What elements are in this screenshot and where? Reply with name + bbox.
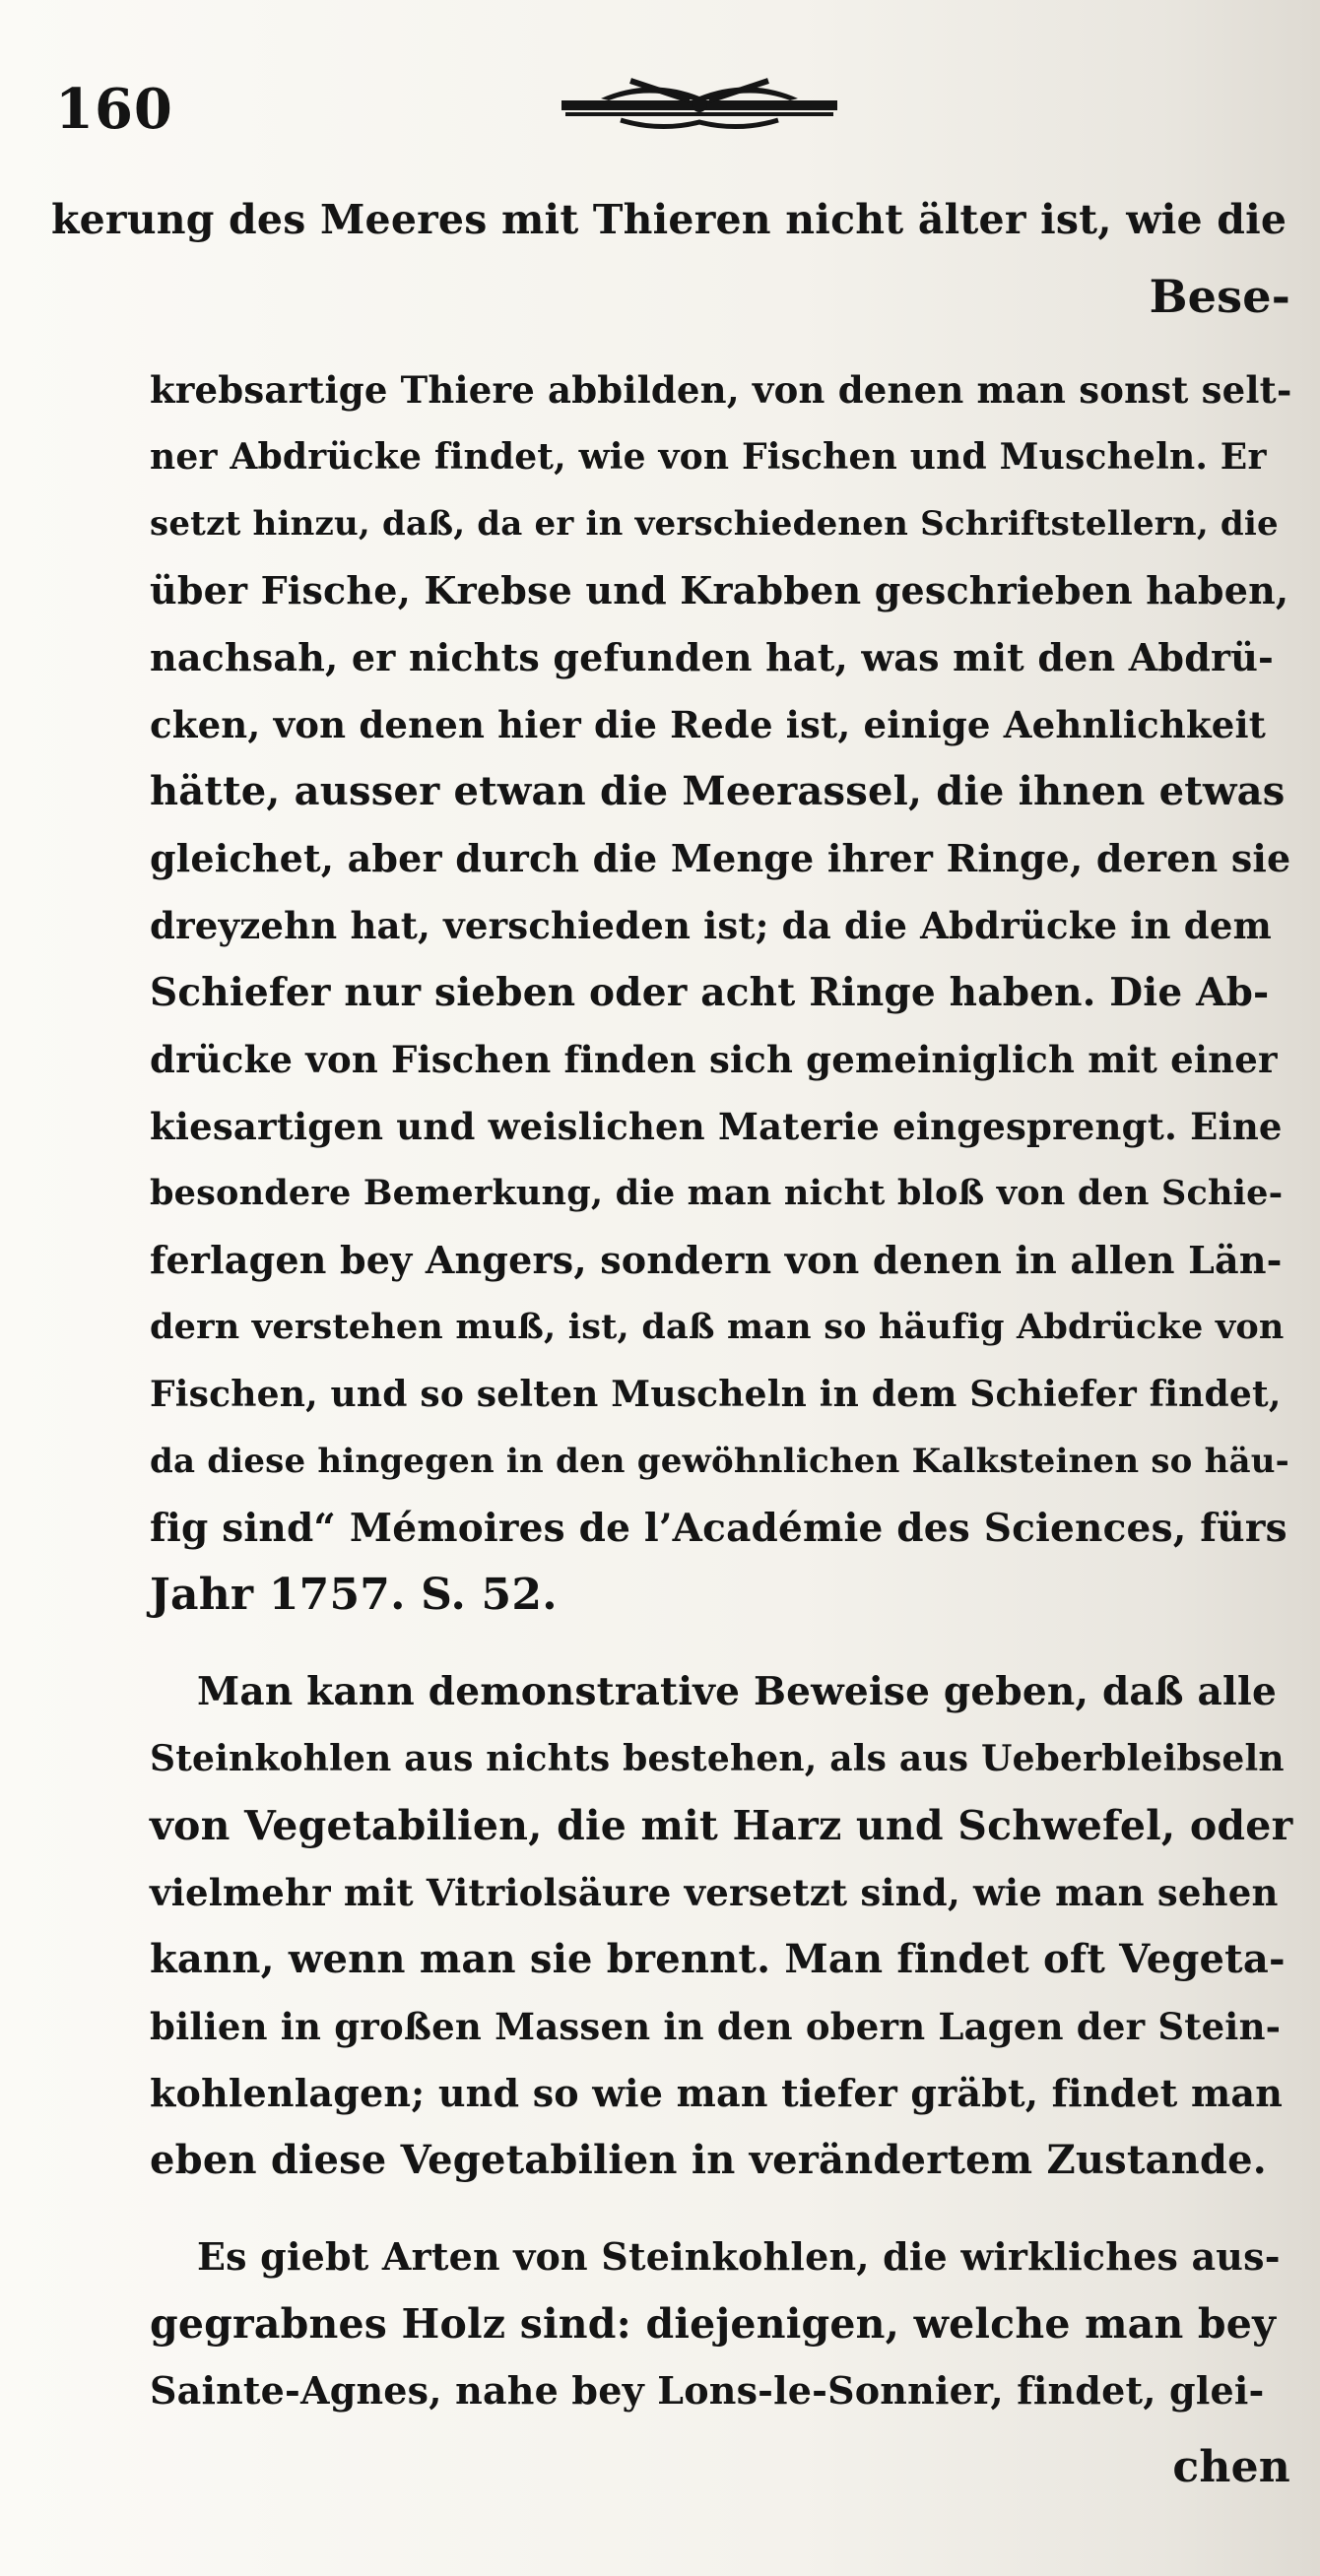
page-header (49, 69, 1281, 148)
catchword: chen (1172, 2442, 1290, 2492)
text-line: kann, wenn man sie brennt. Man findet oft Vegeta- (150, 1936, 1286, 1982)
text-line: von Vegetabilien, die mit Harz und Schwefel, oder (150, 1802, 1293, 1849)
text-line: hätte, ausser etwan die Meerassel, die ihnen etwas (150, 768, 1286, 814)
text-line: setzt hinzu, daß, da er in verschiedenen Schriftstellern, die (150, 504, 1279, 544)
text-line: kohlenlagen; und so wie man tiefer gräbt, findet man (150, 2071, 1284, 2115)
catchword: Bese- (1149, 270, 1290, 323)
printers-ornament (561, 71, 837, 142)
page-number: 160 (55, 77, 173, 142)
text-line: fig sind“ Mémoires de l’Académie des Sciences, fürs (150, 1506, 1287, 1551)
text-line: kiesartigen und weislichen Materie eingesprengt. Eine (150, 1105, 1283, 1148)
text-line: drücke von Fischen finden sich gemeiniglich mit einer (150, 1038, 1278, 1081)
text-line: gleichet, aber durch die Menge ihrer Ringe, deren sie (150, 836, 1291, 880)
text-line: besondere Bemerkung, die man nicht bloß von den Schie- (150, 1173, 1284, 1213)
paragraph-first-line: Man kann demonstrative Beweise geben, daß alle (197, 1669, 1278, 1714)
text-line: Jahr 1757. S. 52. (150, 1570, 558, 1620)
text-line: eben diese Vegetabilien in verändertem Zustande. (150, 2137, 1267, 2183)
text-line: kerung des Meeres mit Thieren nicht älter ist, wie die (51, 196, 1287, 243)
text-line: krebsartige Thiere abbilden, von denen man sonst selt- (150, 368, 1292, 412)
text-line: über Fische, Krebse und Krabben geschrieben haben, (150, 568, 1289, 612)
paragraph-first-line: Es giebt Arten von Steinkohlen, die wirkliches aus- (197, 2234, 1281, 2279)
text-line: nachsah, er nichts gefunden hat, was mit den Abdrü- (150, 635, 1274, 679)
text-line: cken, von denen hier die Rede ist, einige Aehnlichkeit (150, 703, 1267, 746)
text-line: da diese hingegen in den gewöhnlichen Kalksteinen so häu- (150, 1442, 1289, 1481)
text-line: vielmehr mit Vitriolsäure versetzt sind, wie man sehen (150, 1871, 1279, 1914)
text-line: Schiefer nur sieben oder acht Ringe haben. Die Ab- (150, 970, 1270, 1015)
text-line: dreyzehn hat, verschieden ist; da die Abdrücke in dem (150, 904, 1272, 947)
text-line: gegrabnes Holz sind: diejenigen, welche man bey (150, 2300, 1277, 2348)
text-line: Steinkohlen aus nichts bestehen, als aus Ueberbleibseln (150, 1738, 1285, 1779)
text-line: Fischen, und so selten Muscheln in dem Schiefer findet, (150, 1374, 1282, 1415)
text-line: bilien in großen Massen in den obern Lagen der Stein- (150, 2005, 1282, 2048)
text-line: Sainte-Agnes, nahe bey Lons-le-Sonnier, findet, glei- (150, 2368, 1265, 2413)
text-line: ferlagen bey Angers, sondern von denen in allen Län- (150, 1238, 1283, 1282)
text-line: dern verstehen muß, ist, daß man so häufig Abdrücke von (150, 1307, 1285, 1347)
text-line: ner Abdrücke findet, wie von Fischen und Muscheln. Er (150, 436, 1267, 478)
